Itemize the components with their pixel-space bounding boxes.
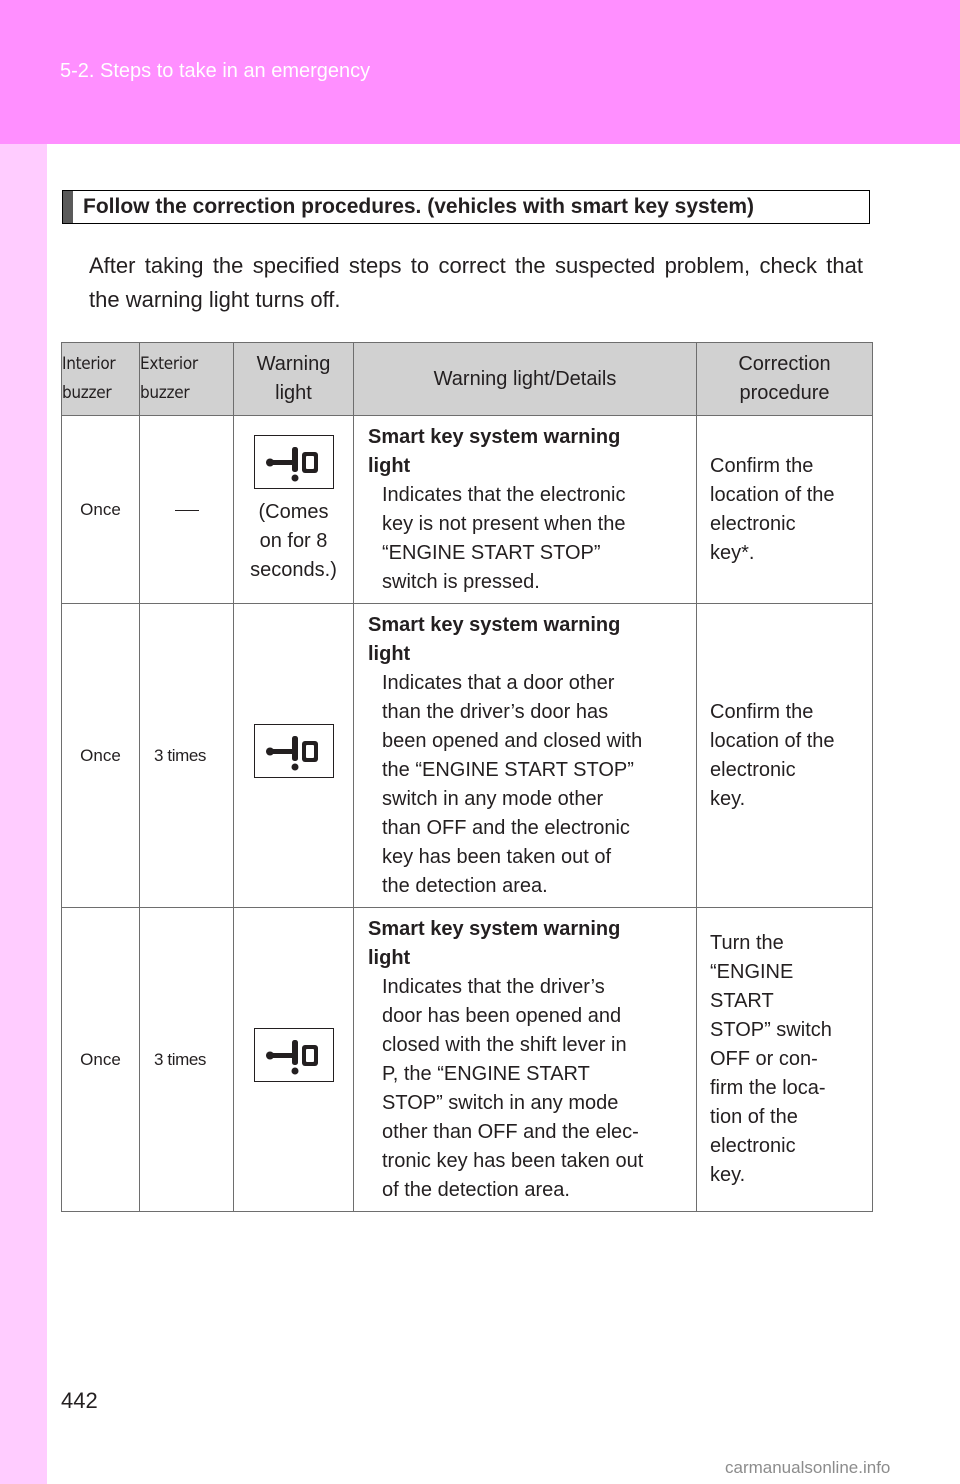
header-interior-line-2: buzzer <box>62 383 112 403</box>
page-number: 442 <box>61 1388 98 1413</box>
details-cell <box>354 908 697 1212</box>
heading-bar <box>63 191 73 223</box>
header-warning-line-1: Warning <box>256 353 331 375</box>
table-row <box>62 416 873 604</box>
correction-line: electronic <box>710 758 796 781</box>
correction-cell <box>697 416 873 604</box>
warning-light-cell <box>234 908 354 1212</box>
exterior-buzzer-cell: 3 times <box>140 604 234 908</box>
correction-line: key. <box>710 787 746 810</box>
description-line: switch is pressed. <box>382 570 540 593</box>
description-line: Indicates that a door other <box>382 671 615 694</box>
interior-buzzer-cell: Once <box>62 416 140 604</box>
correction-line: START <box>710 990 774 1012</box>
description-line: STOP” switch in any mode <box>382 1091 619 1114</box>
description-line: closed with the shift lever in <box>382 1033 627 1056</box>
header-exterior-line-2: buzzer <box>140 383 190 403</box>
details-description <box>368 481 690 597</box>
side-band <box>0 144 47 1484</box>
header-correction <box>697 343 873 416</box>
section-title: 5-2. Steps to take in an emergency <box>60 60 371 82</box>
details-cell <box>354 416 697 604</box>
smart-key-warning-icon <box>254 1028 334 1082</box>
description-line: of the detection area. <box>382 1178 570 1201</box>
details-title-line-1: Smart key system warning <box>368 425 621 448</box>
description-line: the detection area. <box>382 874 548 897</box>
correction-line: “ENGINE <box>710 961 794 983</box>
watermark: carmanualsonline.info <box>725 1458 891 1477</box>
correction-line: Confirm the <box>710 454 814 477</box>
details-title-line-2: light <box>368 454 411 477</box>
header-warning-line-2: light <box>275 382 312 404</box>
details-description <box>368 669 690 901</box>
header-details: Warning light/Details <box>354 343 697 416</box>
description-line: key has been taken out of <box>382 845 612 868</box>
warning-note-line-1: (Comes <box>258 500 329 523</box>
header-interior-buzzer <box>62 343 140 416</box>
description-line: than OFF and the electronic <box>382 816 630 839</box>
smart-key-warning-icon <box>254 435 334 489</box>
interior-buzzer-cell: Once <box>62 604 140 908</box>
correction-cell <box>697 908 873 1212</box>
exterior-buzzer-cell <box>140 416 234 604</box>
details-title-line-1: Smart key system warning <box>368 917 621 940</box>
details-title-line-1: Smart key system warning <box>368 613 621 636</box>
exterior-buzzer-cell: 3 times <box>140 908 234 1212</box>
details-title-line-2: light <box>368 642 411 665</box>
header-band <box>0 0 960 144</box>
correction-line: location of the <box>710 483 835 506</box>
description-line: door has been opened and <box>382 1004 622 1027</box>
description-line: Indicates that the electronic <box>382 483 626 506</box>
description-line: “ENGINE START STOP” <box>382 541 601 564</box>
header-correction-line-1: Correction <box>738 353 831 375</box>
description-line: been opened and closed with <box>382 729 643 752</box>
correction-line: electronic <box>710 1135 796 1157</box>
table-row <box>62 908 873 1212</box>
correction-line: STOP” switch <box>710 1019 832 1041</box>
correction-line: electronic <box>710 512 796 535</box>
header-interior-line-1: Interior <box>62 354 116 374</box>
description-line: switch in any mode other <box>382 787 604 810</box>
description-line: P, the “ENGINE START <box>382 1062 590 1085</box>
warning-light-cell <box>234 604 354 908</box>
warning-note-line-3: seconds.) <box>250 558 337 581</box>
correction-line: Turn the <box>710 932 784 954</box>
correction-line: OFF or con- <box>710 1048 818 1070</box>
description-line: other than OFF and the elec- <box>382 1120 639 1143</box>
table-header-row <box>62 343 873 416</box>
correction-line: key*. <box>710 541 755 564</box>
interior-buzzer-cell: Once <box>62 908 140 1212</box>
details-title-line-2: light <box>368 946 411 969</box>
header-exterior-line-1: Exterior <box>140 354 198 374</box>
details-cell <box>354 604 697 908</box>
correction-line: Confirm the <box>710 700 814 723</box>
dash-mark <box>175 510 199 511</box>
heading-text: Follow the correction procedures. (vehicles with smart key system) <box>83 195 755 218</box>
details-description <box>368 973 690 1205</box>
description-line: than the driver’s door has <box>382 700 609 723</box>
heading-box <box>62 190 870 224</box>
warning-note-line-2: on for 8 <box>259 529 328 552</box>
description-line: tronic key has been taken out <box>382 1149 644 1172</box>
correction-line: firm the loca- <box>710 1077 826 1099</box>
warning-table <box>61 342 873 1212</box>
intro-paragraph: After taking the specified steps to correct the suspected problem, check that the warning light turns off. <box>89 253 863 312</box>
correction-line: tion of the <box>710 1106 798 1128</box>
header-correction-line-2: procedure <box>739 382 830 404</box>
warning-light-cell <box>234 416 354 604</box>
smart-key-warning-icon <box>254 724 334 778</box>
correction-cell <box>697 604 873 908</box>
table-row <box>62 604 873 908</box>
description-line: Indicates that the driver’s <box>382 975 605 998</box>
correction-line: key. <box>710 1164 746 1186</box>
header-exterior-buzzer <box>140 343 234 416</box>
description-line: key is not present when the <box>382 512 626 535</box>
correction-line: location of the <box>710 729 835 752</box>
description-line: the “ENGINE START STOP” <box>382 758 634 781</box>
header-warning-light <box>234 343 354 416</box>
